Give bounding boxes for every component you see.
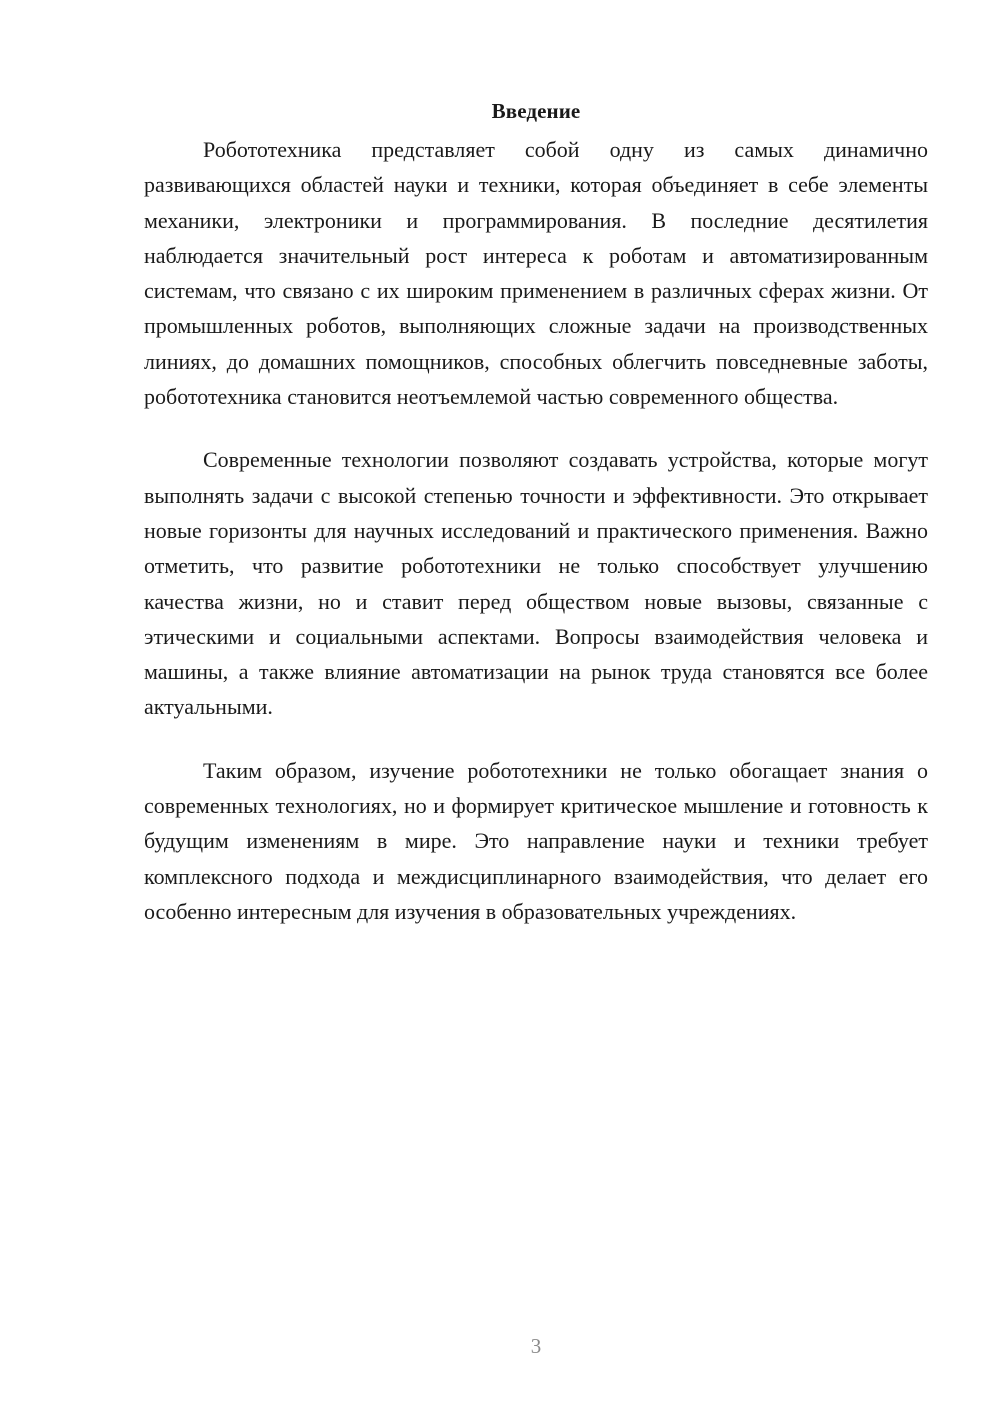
page-number: 3 xyxy=(530,1334,542,1358)
page-content xyxy=(144,94,928,929)
paragraph-1: Робототехника представляет собой одну из самых динамично развивающихся областей науки и техники, которая объединяет в себе элементы механики, электроники и программирования. В последние десятилетия наблюдается значительный рост интереса к роботам и автоматизированным системам, что связано с их широким применением в различных сферах жизни. От промышленных роботов, выполняющих сложные задачи на производственных линиях, до домашних помощников, способных облегчить повседневные заботы, робототехника становится неотъемлемой частью современного общества. xyxy=(144,137,928,410)
page-title: Введение xyxy=(491,99,581,123)
paragraph-2: Современные технологии позволяют создавать устройства, которые могут выполнять задачи с высокой степенью точности и эффективности. Это открывает новые горизонты для научных исследований и практического применения. Важно отметить, что развитие робототехники не только способствует улучшению качества жизни, но и ставит перед обществом новые вызовы, связанные с этическими и социальными аспектами. Вопросы взаимодействия человека и машины, а также влияние автоматизации на рынок труда становятся все более актуальными. xyxy=(144,447,928,720)
paragraph-3: Таким образом, изучение робототехники не только обогащает знания о современных технологиях, но и формирует критическое мышление и готовность к будущим изменениям в мире. Это направление науки и техники требует комплексного подхода и междисциплинарного взаимодействия, что делает его особенно интересным для изучения в образовательных учреждениях. xyxy=(144,757,928,924)
